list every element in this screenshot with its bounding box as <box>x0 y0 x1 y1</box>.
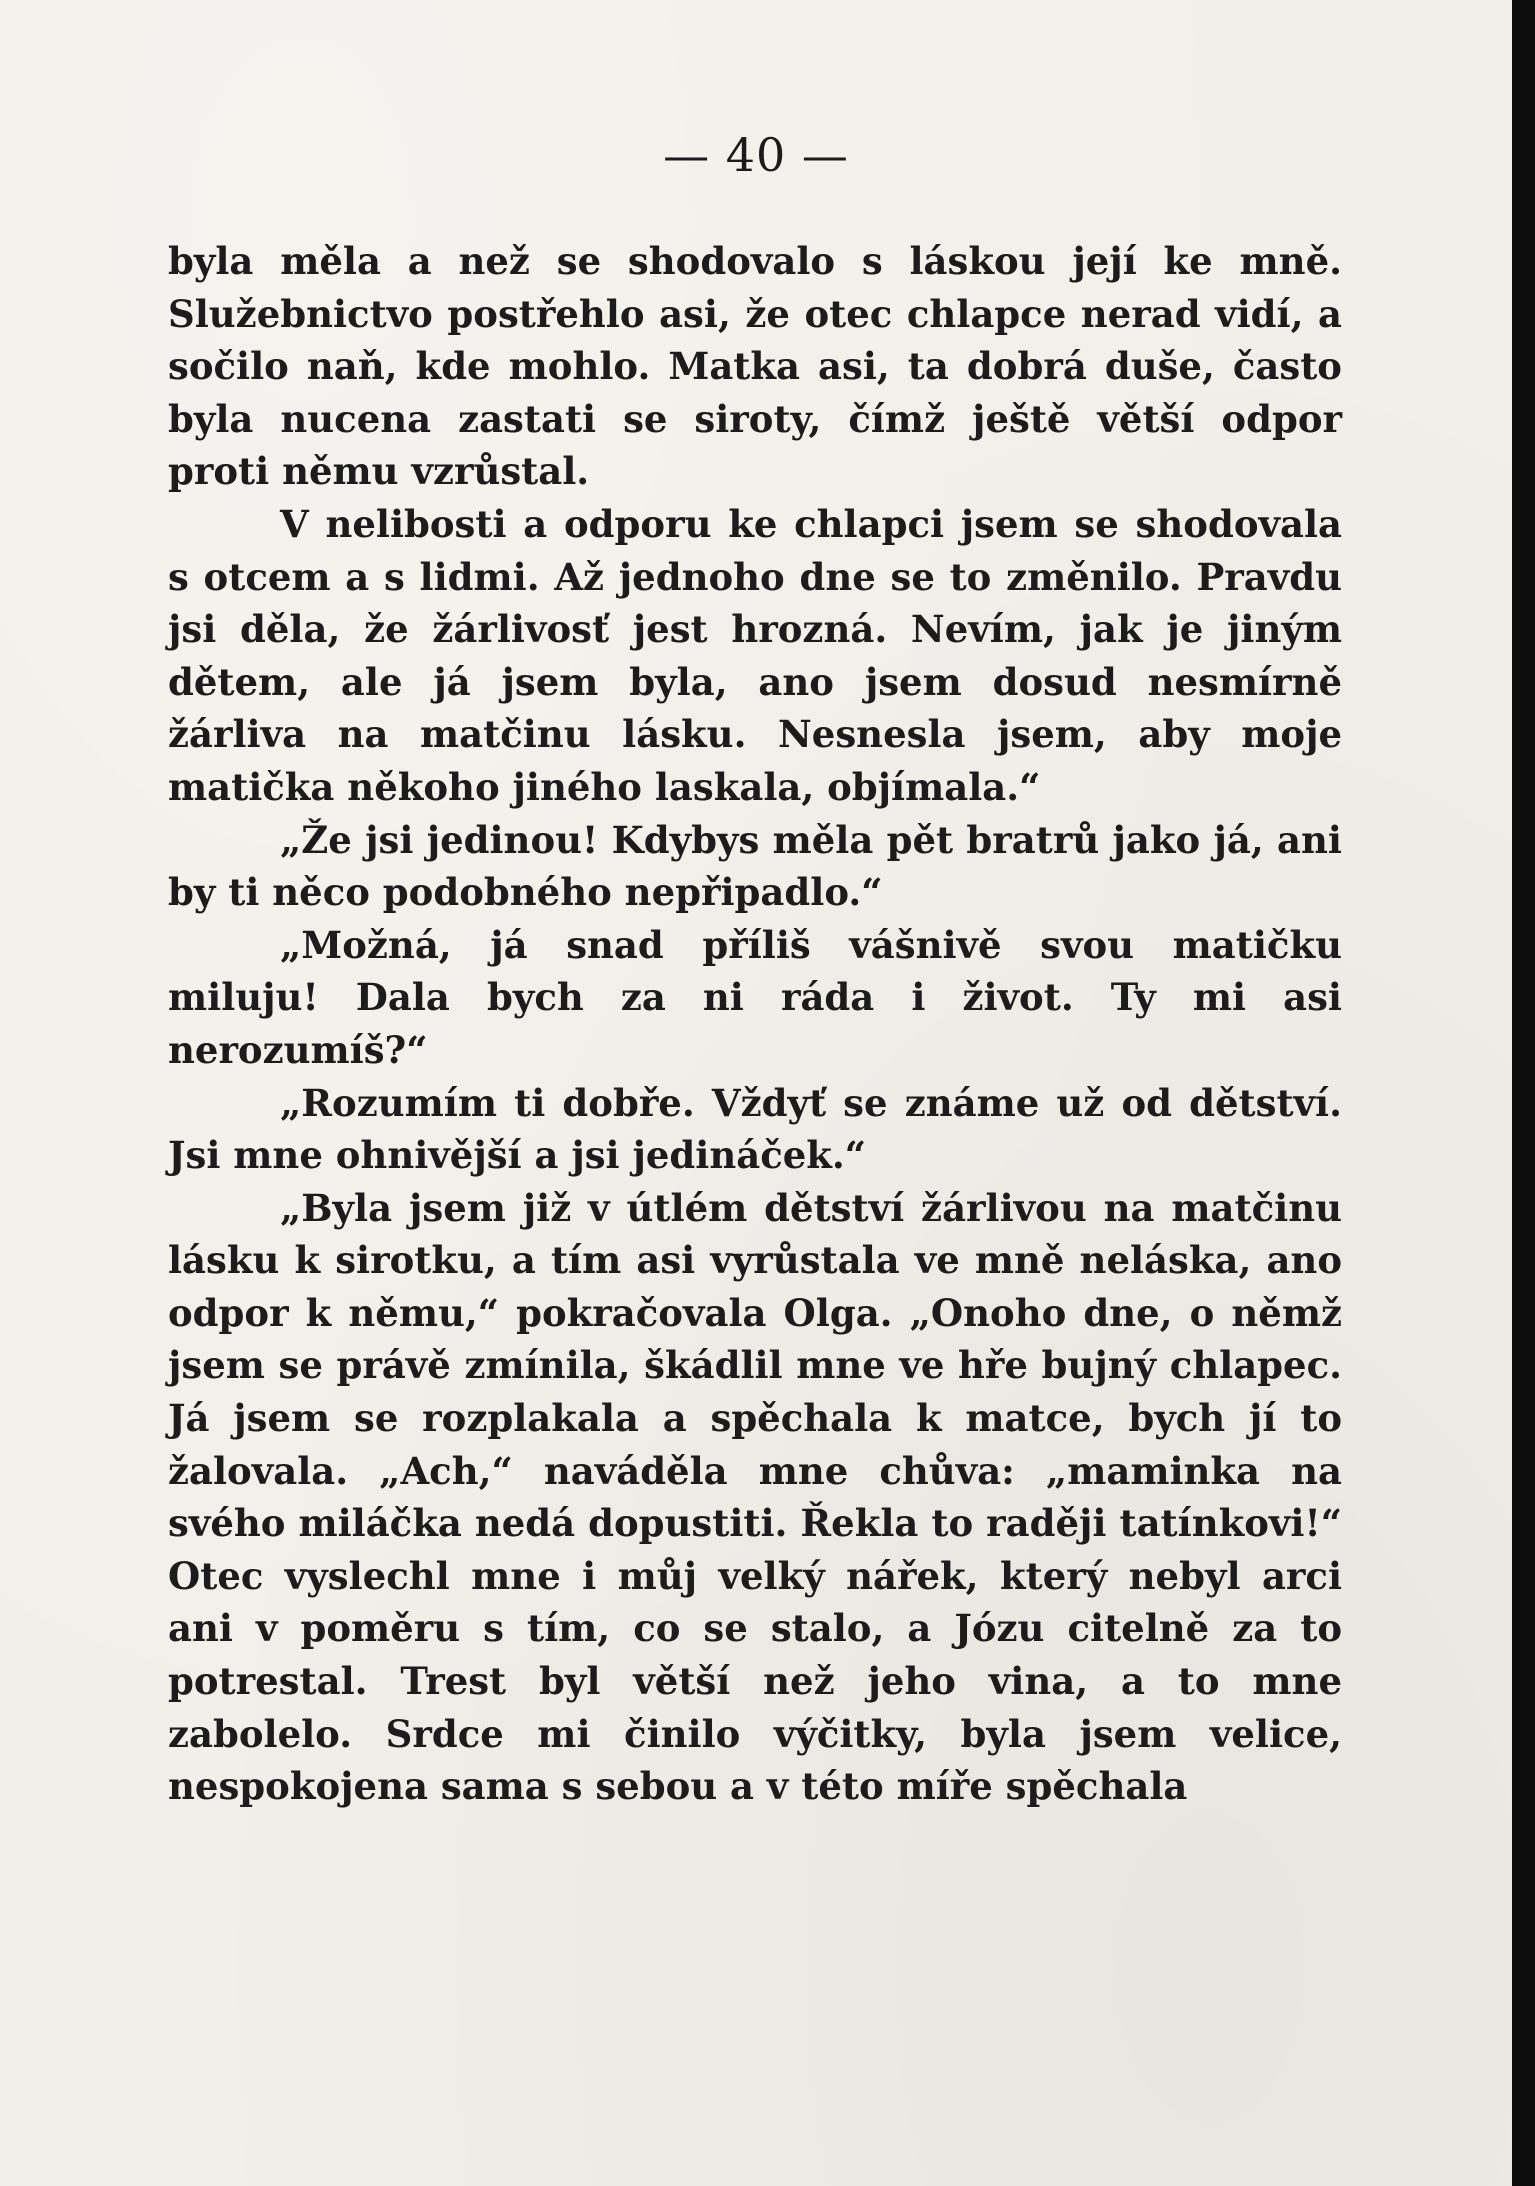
body-text <box>168 235 1342 1813</box>
paragraph: byla měla a než se shodovalo s láskou její ke mně. Služebnictvo postřehlo asi, že otec chlapce nerad vidí, a sočilo naň, kde mohlo. Matka asi, ta dobrá duše, často byla nucena zastati se siroty, čímž ještě větší odpor proti němu vzrůstal. <box>168 239 1342 494</box>
scan-edge-shadow <box>1512 0 1535 2186</box>
paragraph: „Rozumím ti dobře. Vždyť se známe už od dětství. Jsi mne ohnivější a jsi jedináček.“ <box>168 1080 1342 1178</box>
paragraph: „Že jsi jedinou! Kdybys měla pět bratrů jako já, ani by ti něco podobného nepřipadlo.“ <box>168 817 1342 915</box>
paragraph: „Byla jsem již v útlém dětství žárlivou na matčinu lásku k sirotku, a tím asi vyrůstala ve mně neláska, ano odpor k němu,“ pokračovala Olga. „Onoho dne, o němž jsem se právě zmínila, škádlil mne ve hře bujný chlapec. Já jsem se rozplakala a spěchala k matce, bych jí to žalovala. „Ach,“ naváděla mne chůva: „maminka na svého miláčka nedá dopustiti. Řekla to raději tatínkovi!“ Otec vyslechl mne i můj velký nářek, který nebyl arci ani v poměru s tím, co se stalo, a Józu citelně za to potrestal. Trest byl větší než jeho vina, a to mne zabolelo. Srdce mi činilo výčitky, byla jsem velice, nespokojena sama s sebou a v této míře spěchala <box>168 1185 1342 1809</box>
paragraph: V nelibosti a odporu ke chlapci jsem se shodovala s otcem a s lidmi. Až jednoho dne se to změnilo. Pravdu jsi děla, že žárlivosť jest hrozná. Nevím, jak je jiným dětem, ale já jsem byla, ano jsem dosud nesmírně žárliva na matčinu lásku. Nesnesla jsem, aby moje matička někoho jiného laskala, objímala.“ <box>168 501 1342 809</box>
page-number: — 40 — <box>663 128 849 182</box>
paragraph: „Možná, já snad příliš vášnivě svou matičku miluju! Dala bych za ni ráda i život. Ty mi asi nerozumíš?“ <box>168 922 1342 1072</box>
